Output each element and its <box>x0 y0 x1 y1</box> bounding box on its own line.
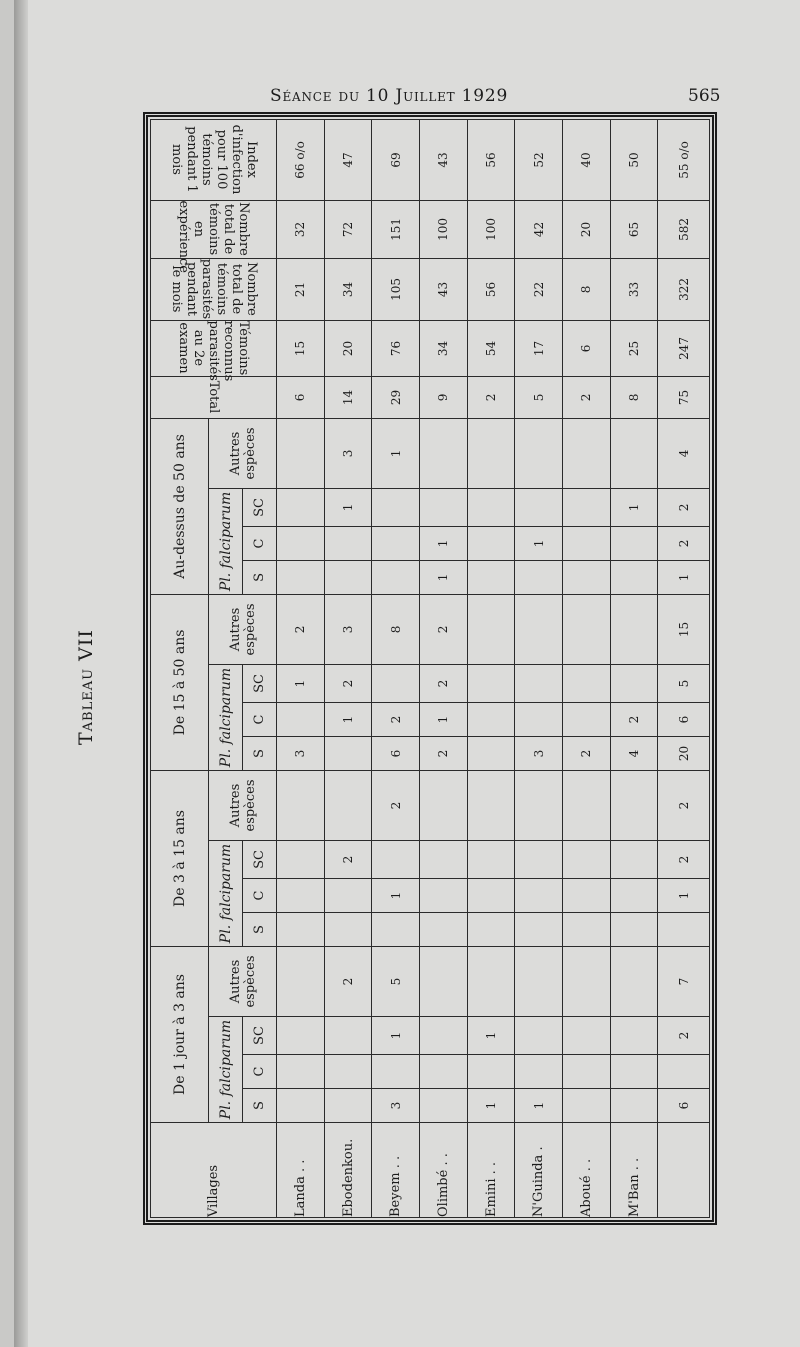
total-g3c: 6 <box>658 702 710 736</box>
cell-experience: 151 <box>372 200 420 258</box>
cell-g2s <box>563 912 611 946</box>
cell-g2a <box>324 770 372 840</box>
cell-index: 47 <box>324 119 372 200</box>
temoins-header: Témoins reconnus parasités au 2e examen <box>151 320 277 376</box>
cell-g3sc <box>610 664 658 702</box>
total-g4c: 2 <box>658 526 710 560</box>
cell-g3s: 2 <box>563 736 611 770</box>
total-header: Total <box>151 376 277 418</box>
cell-experience: 42 <box>515 200 563 258</box>
total-g2a: 2 <box>658 770 710 840</box>
total-total: 75 <box>658 376 710 418</box>
group-header-4: Au-dessus de 50 ans <box>151 418 209 594</box>
cell-g1s: 3 <box>372 1089 420 1123</box>
page-gutter <box>14 0 28 1347</box>
page-number: 565 <box>688 86 721 106</box>
total-g1sc: 2 <box>658 1017 710 1055</box>
sub-c-2: C <box>243 878 277 912</box>
cell-g1c <box>420 1055 468 1089</box>
cell-g4s <box>372 560 420 594</box>
cell-g1a <box>610 946 658 1016</box>
cell-g3a: 2 <box>420 594 468 664</box>
cell-parasites: 22 <box>515 258 563 320</box>
running-head: Séance du 10 Juillet 1929 <box>270 86 509 106</box>
cell-g2a <box>610 770 658 840</box>
cell-g4s <box>563 560 611 594</box>
cell-g2sc: 2 <box>324 840 372 878</box>
cell-g4sc <box>467 488 515 526</box>
cell-total: 14 <box>324 376 372 418</box>
village-name: Olimbé . . <box>420 1123 468 1218</box>
cell-g2c: 1 <box>372 878 420 912</box>
cell-g4sc <box>563 488 611 526</box>
cell-g4s: 1 <box>420 560 468 594</box>
sub-sc-4: SC <box>243 488 277 526</box>
table-row <box>563 119 611 1217</box>
cell-g3s: 4 <box>610 736 658 770</box>
cell-g1c <box>515 1055 563 1089</box>
cell-g4a <box>610 418 658 488</box>
cell-g1a <box>467 946 515 1016</box>
cell-g2a: 2 <box>372 770 420 840</box>
cell-experience: 72 <box>324 200 372 258</box>
total-g4a: 4 <box>658 418 710 488</box>
cell-g1sc <box>420 1017 468 1055</box>
falciparum-header-3: Pl. falciparum <box>209 664 243 770</box>
cell-g1sc <box>563 1017 611 1055</box>
cell-parasites: 34 <box>324 258 372 320</box>
cell-total: 2 <box>467 376 515 418</box>
falciparum-header-4: Pl. falciparum <box>209 488 243 594</box>
cell-g1s <box>563 1089 611 1123</box>
cell-g4c: 1 <box>420 526 468 560</box>
cell-experience: 100 <box>420 200 468 258</box>
cell-g2s <box>467 912 515 946</box>
falciparum-header-1: Pl. falciparum <box>209 1017 243 1123</box>
cell-g4s <box>277 560 325 594</box>
cell-temoins: 17 <box>515 320 563 376</box>
village-name: Landa . . <box>277 1123 325 1218</box>
cell-total: 5 <box>515 376 563 418</box>
cell-g4sc <box>372 488 420 526</box>
cell-total: 2 <box>563 376 611 418</box>
cell-g4a <box>277 418 325 488</box>
cell-g1s <box>420 1089 468 1123</box>
cell-g4a <box>515 418 563 488</box>
cell-g3s: 3 <box>515 736 563 770</box>
cell-g4s <box>324 560 372 594</box>
sub-sc-1: SC <box>243 1017 277 1055</box>
index-header: Index d'infection pour 100 témoins pendant 1 mois <box>151 119 277 200</box>
table-row <box>324 119 372 1217</box>
total-index: 55 o/o <box>658 119 710 200</box>
cell-temoins: 54 <box>467 320 515 376</box>
sub-c-3: C <box>243 702 277 736</box>
autres-header-1: Autres espèces <box>209 946 277 1016</box>
sub-s-3: S <box>243 736 277 770</box>
falciparum-header-2: Pl. falciparum <box>209 840 243 946</box>
cell-g2sc <box>467 840 515 878</box>
total-g1a: 7 <box>658 946 710 1016</box>
cell-experience: 65 <box>610 200 658 258</box>
cell-g3a: 8 <box>372 594 420 664</box>
village-name: Ebodenkou. <box>324 1123 372 1218</box>
cell-g4a <box>420 418 468 488</box>
cell-index: 66 o/o <box>277 119 325 200</box>
cell-g1a <box>563 946 611 1016</box>
cell-g1sc: 1 <box>467 1017 515 1055</box>
sub-c-1: C <box>243 1055 277 1089</box>
sub-c-4: C <box>243 526 277 560</box>
cell-g3sc <box>372 664 420 702</box>
cell-g4sc: 1 <box>610 488 658 526</box>
cell-g1a <box>515 946 563 1016</box>
cell-g2c <box>610 878 658 912</box>
cell-parasites: 8 <box>563 258 611 320</box>
total-experience: 582 <box>658 200 710 258</box>
cell-g3a <box>467 594 515 664</box>
cell-g3a <box>515 594 563 664</box>
cell-temoins: 25 <box>610 320 658 376</box>
group-header-2: De 3 à 15 ans <box>151 770 209 946</box>
table-row <box>467 119 515 1217</box>
cell-g3s: 2 <box>420 736 468 770</box>
cell-index: 50 <box>610 119 658 200</box>
cell-g2a <box>277 770 325 840</box>
cell-g2sc <box>563 840 611 878</box>
cell-g4c <box>324 526 372 560</box>
cell-experience: 32 <box>277 200 325 258</box>
table-row <box>610 119 658 1217</box>
cell-g4s <box>515 560 563 594</box>
cell-total: 9 <box>420 376 468 418</box>
cell-g3sc: 2 <box>324 664 372 702</box>
cell-g3sc <box>515 664 563 702</box>
sub-s-1: S <box>243 1089 277 1123</box>
cell-index: 52 <box>515 119 563 200</box>
cell-index: 69 <box>372 119 420 200</box>
table-row <box>277 119 325 1217</box>
total-g3sc: 5 <box>658 664 710 702</box>
cell-total: 6 <box>277 376 325 418</box>
cell-g3c: 1 <box>324 702 372 736</box>
cell-g2sc <box>277 840 325 878</box>
cell-g2c <box>324 878 372 912</box>
cell-g4sc <box>277 488 325 526</box>
cell-g1sc: 1 <box>372 1017 420 1055</box>
villages-header: Villages <box>151 1123 277 1218</box>
village-name: N'Guinda . <box>515 1123 563 1218</box>
cell-g3s <box>467 736 515 770</box>
cell-g3c <box>467 702 515 736</box>
sub-s-2: S <box>243 912 277 946</box>
village-name: Aboué . . <box>563 1123 611 1218</box>
cell-g3a: 2 <box>277 594 325 664</box>
cell-parasites: 21 <box>277 258 325 320</box>
cell-g3a <box>563 594 611 664</box>
cell-g3s: 3 <box>277 736 325 770</box>
cell-total: 29 <box>372 376 420 418</box>
cell-parasites: 43 <box>420 258 468 320</box>
cell-g1s <box>277 1089 325 1123</box>
autres-header-3: Autres espèces <box>209 594 277 664</box>
cell-g1c <box>563 1055 611 1089</box>
total-temoins: 247 <box>658 320 710 376</box>
table-body <box>277 119 710 1217</box>
cell-g3c: 2 <box>610 702 658 736</box>
cell-temoins: 34 <box>420 320 468 376</box>
group-header-3: De 15 à 50 ans <box>151 594 209 770</box>
autres-header-2: Autres espèces <box>209 770 277 840</box>
sub-s-4: S <box>243 560 277 594</box>
cell-g4c: 1 <box>515 526 563 560</box>
cell-g1c <box>467 1055 515 1089</box>
total-g1c <box>658 1055 710 1089</box>
total-g3a: 15 <box>658 594 710 664</box>
cell-g1c <box>610 1055 658 1089</box>
cell-parasites: 56 <box>467 258 515 320</box>
cell-g3sc <box>563 664 611 702</box>
cell-g2s <box>372 912 420 946</box>
cell-g1a <box>420 946 468 1016</box>
cell-index: 56 <box>467 119 515 200</box>
cell-g1s: 1 <box>467 1089 515 1123</box>
cell-g4a <box>563 418 611 488</box>
cell-g4s <box>467 560 515 594</box>
cell-g1c <box>372 1055 420 1089</box>
total-g4sc: 2 <box>658 488 710 526</box>
cell-g1s <box>610 1089 658 1123</box>
table-row <box>372 119 420 1217</box>
cell-g1a: 5 <box>372 946 420 1016</box>
cell-parasites: 33 <box>610 258 658 320</box>
cell-g2s <box>515 912 563 946</box>
cell-g1c <box>277 1055 325 1089</box>
cell-g4c <box>467 526 515 560</box>
cell-g2s <box>324 912 372 946</box>
cell-g2sc <box>420 840 468 878</box>
total-g2sc: 2 <box>658 840 710 878</box>
village-name: M'Ban . . <box>610 1123 658 1218</box>
nombre-parasites-header: Nombre total de témoins parasités pendant le mois <box>151 258 277 320</box>
cell-g1s: 1 <box>515 1089 563 1123</box>
cell-g1a <box>277 946 325 1016</box>
totals-label <box>658 1123 710 1218</box>
cell-g4sc <box>515 488 563 526</box>
cell-g3sc <box>467 664 515 702</box>
cell-g1a: 2 <box>324 946 372 1016</box>
cell-g2s <box>277 912 325 946</box>
cell-g1sc <box>277 1017 325 1055</box>
cell-experience: 100 <box>467 200 515 258</box>
nombre-experience-header: Nombre total de témoins en expérience <box>151 200 277 258</box>
cell-g2a <box>515 770 563 840</box>
total-g4s: 1 <box>658 560 710 594</box>
cell-g1s <box>324 1089 372 1123</box>
cell-g2c <box>420 878 468 912</box>
cell-g3c <box>277 702 325 736</box>
table-row <box>515 119 563 1217</box>
total-g2c: 1 <box>658 878 710 912</box>
data-table <box>150 119 710 1218</box>
cell-index: 40 <box>563 119 611 200</box>
cell-g3c <box>563 702 611 736</box>
cell-g1c <box>324 1055 372 1089</box>
cell-g1sc <box>610 1017 658 1055</box>
total-g3s: 20 <box>658 736 710 770</box>
cell-g3sc: 1 <box>277 664 325 702</box>
group-header-1: De 1 jour à 3 ans <box>151 946 209 1122</box>
cell-g1sc <box>515 1017 563 1055</box>
sub-sc-3: SC <box>243 664 277 702</box>
cell-g4a: 1 <box>372 418 420 488</box>
cell-g2sc <box>515 840 563 878</box>
total-g2s <box>658 912 710 946</box>
cell-g2a <box>420 770 468 840</box>
cell-g4c <box>372 526 420 560</box>
village-name: Beyem . . <box>372 1123 420 1218</box>
cell-temoins: 76 <box>372 320 420 376</box>
rotated-table-wrapper <box>150 125 710 1218</box>
cell-experience: 20 <box>563 200 611 258</box>
table-caption: Tableau VII <box>75 629 97 745</box>
cell-g4s <box>610 560 658 594</box>
cell-g2c <box>515 878 563 912</box>
autres-header-4: Autres espèces <box>209 418 277 488</box>
cell-g3s <box>324 736 372 770</box>
cell-temoins: 20 <box>324 320 372 376</box>
cell-g4c <box>277 526 325 560</box>
table-row <box>420 119 468 1217</box>
cell-g4c <box>610 526 658 560</box>
cell-g4sc: 1 <box>324 488 372 526</box>
village-name: Emini . . <box>467 1123 515 1218</box>
total-g1s: 6 <box>658 1089 710 1123</box>
cell-g1sc <box>324 1017 372 1055</box>
cell-g3sc: 2 <box>420 664 468 702</box>
cell-g2a <box>563 770 611 840</box>
cell-g2sc <box>372 840 420 878</box>
cell-g3a: 3 <box>324 594 372 664</box>
cell-g2s <box>420 912 468 946</box>
cell-g3s: 6 <box>372 736 420 770</box>
cell-g2c <box>277 878 325 912</box>
cell-g4a <box>467 418 515 488</box>
cell-index: 43 <box>420 119 468 200</box>
cell-g2sc <box>610 840 658 878</box>
sub-sc-2: SC <box>243 840 277 878</box>
cell-g4a: 3 <box>324 418 372 488</box>
cell-g2s <box>610 912 658 946</box>
cell-g4c <box>563 526 611 560</box>
cell-g2a <box>467 770 515 840</box>
cell-temoins: 6 <box>563 320 611 376</box>
cell-g2c <box>563 878 611 912</box>
cell-g2c <box>467 878 515 912</box>
totals-row <box>658 119 710 1217</box>
cell-total: 8 <box>610 376 658 418</box>
cell-g3c <box>515 702 563 736</box>
cell-g3c: 2 <box>372 702 420 736</box>
cell-g3a <box>610 594 658 664</box>
cell-g4sc <box>420 488 468 526</box>
cell-temoins: 15 <box>277 320 325 376</box>
total-parasites: 322 <box>658 258 710 320</box>
cell-g3c: 1 <box>420 702 468 736</box>
cell-parasites: 105 <box>372 258 420 320</box>
